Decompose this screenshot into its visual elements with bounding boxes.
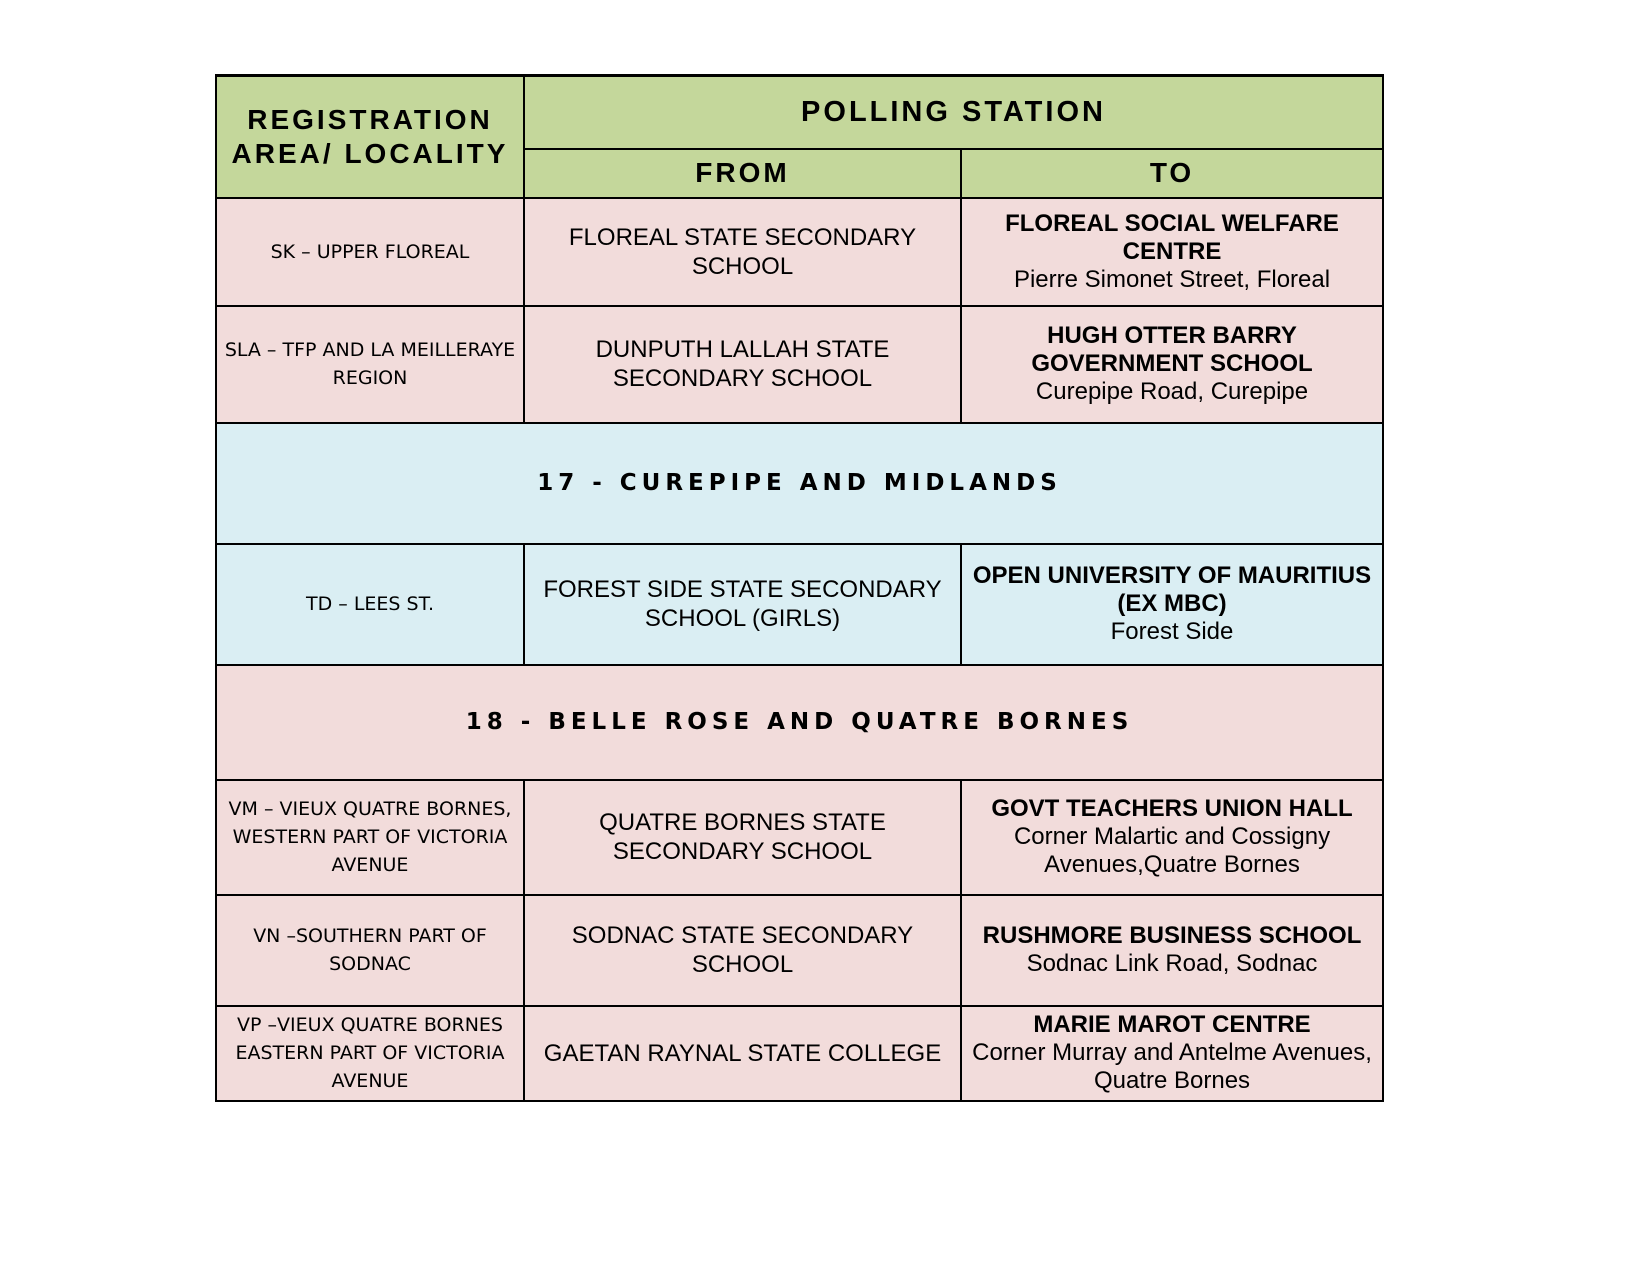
table-row	[216, 780, 1383, 895]
section-heading: 18 - BELLE ROSE AND QUATRE BORNES	[216, 665, 1383, 780]
to-station-address: Pierre Simonet Street, Floreal	[1013, 265, 1331, 293]
section-row	[216, 665, 1383, 780]
to-station-address: Curepipe Road, Curepipe	[1035, 378, 1309, 405]
to-station-name: MARIE MAROT CENTRE	[1033, 1011, 1311, 1038]
from-cell: SODNAC STATE SECONDARY SCHOOL	[524, 895, 961, 1006]
to-station-name: HUGH OTTER BARRY GOVERNMENT SCHOOL	[1031, 322, 1313, 377]
table-row	[216, 306, 1383, 423]
table-row	[216, 198, 1383, 306]
table-row	[216, 1006, 1383, 1101]
to-station-name: FLOREAL SOCIAL WELFARE CENTRE	[1005, 209, 1339, 265]
section-row	[216, 423, 1383, 544]
from-cell: GAETAN RAYNAL STATE COLLEGE	[524, 1006, 961, 1101]
from-cell: FOREST SIDE STATE SECONDARY SCHOOL (GIRLS)	[524, 544, 961, 665]
to-cell	[961, 895, 1383, 1006]
table-row	[216, 544, 1383, 665]
to-cell	[961, 780, 1383, 895]
to-cell	[961, 544, 1383, 665]
area-cell: VN –SOUTHERN PART OF SODNAC	[216, 895, 524, 1006]
to-station-address: Corner Malartic and Cossigny Avenues,Quatre Bornes	[1013, 823, 1331, 878]
to-cell	[961, 1006, 1383, 1101]
header-to: TO	[961, 149, 1383, 198]
area-cell: SK – UPPER FLOREAL	[216, 198, 524, 306]
area-cell: VM – VIEUX QUATRE BORNES, WESTERN PART OF VICTORIA AVENUE	[216, 780, 524, 895]
to-station-name: GOVT TEACHERS UNION HALL	[991, 795, 1353, 822]
to-station-name: OPEN UNIVERSITY OF MAURITIUS (EX MBC)	[972, 562, 1372, 617]
from-cell: QUATRE BORNES STATE SECONDARY SCHOOL	[524, 780, 961, 895]
to-station-address: Forest Side	[1110, 618, 1234, 645]
to-cell	[961, 198, 1383, 306]
from-cell: DUNPUTH LALLAH STATE SECONDARY SCHOOL	[524, 306, 961, 423]
from-cell: FLOREAL STATE SECONDARY SCHOOL	[524, 198, 961, 306]
area-cell: SLA – TFP AND LA MEILLERAYE REGION	[216, 306, 524, 423]
area-cell: VP –VIEUX QUATRE BORNES EASTERN PART OF VICTORIA AVENUE	[216, 1006, 524, 1101]
section-heading: 17 - CUREPIPE AND MIDLANDS	[216, 423, 1383, 544]
header-from: FROM	[524, 149, 961, 198]
to-station-address: Corner Murray and Antelme Avenues, Quatre Bornes	[972, 1039, 1372, 1094]
table-row	[216, 895, 1383, 1006]
to-cell	[961, 306, 1383, 423]
to-station-address: Sodnac Link Road, Sodnac	[1026, 950, 1318, 977]
area-cell: TD – LEES ST.	[216, 544, 524, 665]
to-station-name: RUSHMORE BUSINESS SCHOOL	[982, 922, 1362, 949]
polling-station-table	[215, 74, 1384, 1102]
header-polling-station: POLLING STATION	[524, 76, 1383, 149]
header-registration-area: REGISTRATION AREA/ LOCALITY	[216, 76, 524, 198]
